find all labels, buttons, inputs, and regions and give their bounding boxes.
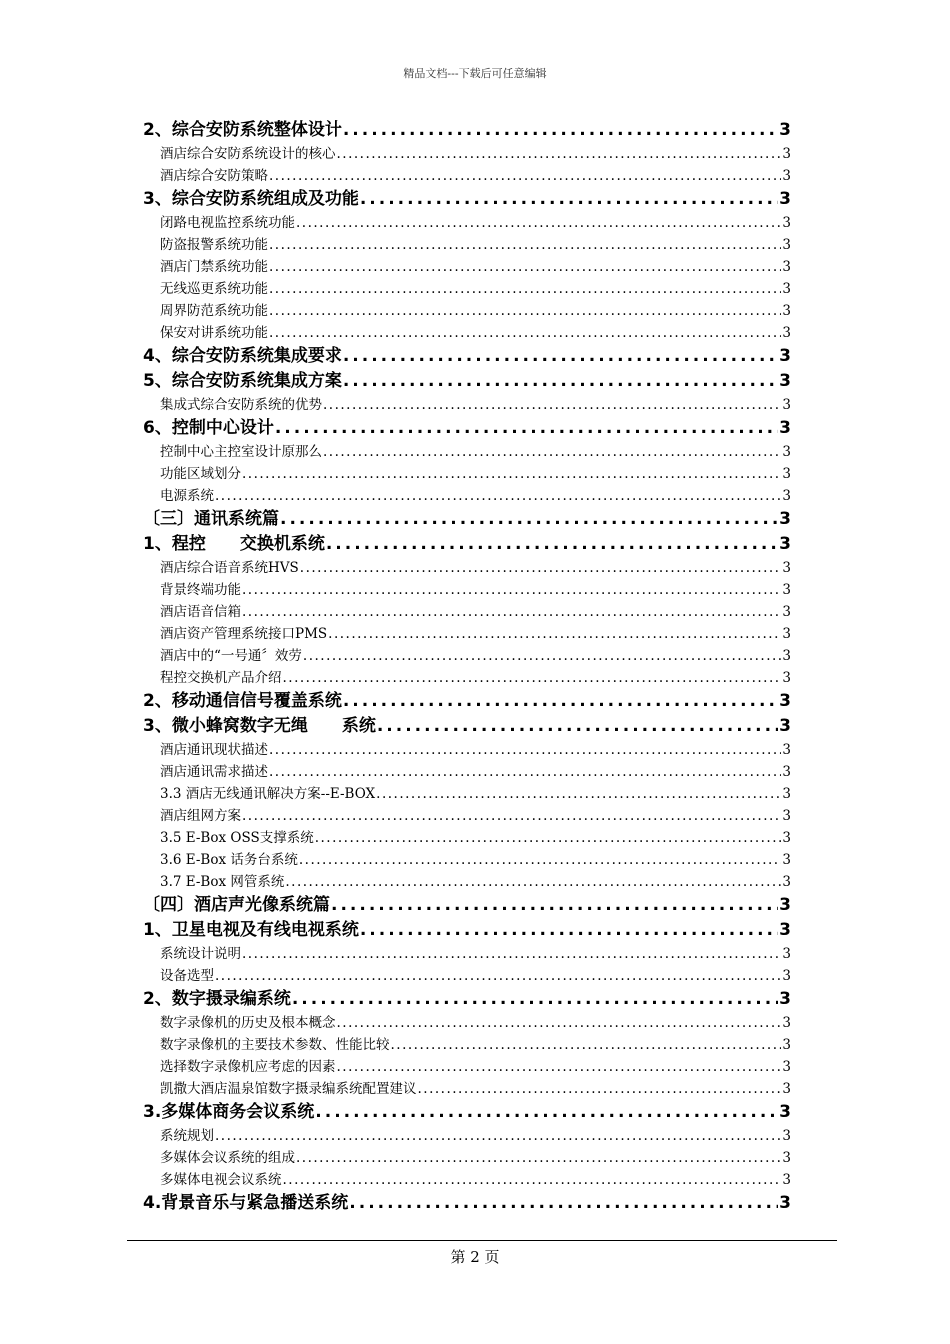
table-of-contents [143, 118, 791, 1216]
toc-entry-page-number: 3 [779, 1193, 791, 1213]
toc-heading-entry[interactable] [143, 893, 791, 918]
toc-entry-label: 3.3 酒店无线通讯解决方案--E-BOX [160, 786, 376, 802]
toc-subentry[interactable] [143, 234, 791, 256]
toc-subentry[interactable] [143, 579, 791, 601]
toc-dot-leader [296, 212, 781, 234]
toc-dot-leader [315, 1100, 778, 1125]
toc-entry-label: 2、移动通信信号覆盖系统 [143, 691, 342, 711]
toc-subentry[interactable] [143, 761, 791, 783]
toc-dot-leader [391, 1034, 782, 1056]
toc-entry-page-number: 3 [779, 716, 791, 736]
toc-entry-page-number: 3 [779, 120, 791, 140]
toc-entry-page-number: 3 [782, 874, 791, 890]
toc-entry-page-number: 3 [779, 418, 791, 438]
toc-entry-page-number: 3 [782, 604, 791, 620]
toc-entry-page-number: 3 [782, 946, 791, 962]
toc-entry-label: 1、程控 交换机系统 [143, 534, 325, 554]
toc-entry-label: 多媒体电视会议系统 [160, 1172, 282, 1188]
toc-dot-leader [242, 805, 781, 827]
toc-dot-leader [275, 416, 778, 441]
toc-heading-entry[interactable] [143, 507, 791, 532]
toc-entry-page-number: 3 [782, 1059, 791, 1075]
toc-dot-leader [242, 601, 781, 623]
toc-subentry[interactable] [143, 463, 791, 485]
toc-entry-page-number: 3 [782, 670, 791, 686]
toc-subentry[interactable] [143, 1056, 791, 1078]
toc-entry-label: 1、卫星电视及有线电视系统 [143, 920, 359, 940]
toc-dot-leader [360, 918, 778, 943]
toc-entry-label: 酒店资产管理系统接口PMS [160, 626, 328, 642]
toc-entry-page-number: 3 [782, 852, 791, 868]
toc-entry-page-number: 3 [782, 444, 791, 460]
toc-entry-page-number: 3 [782, 1150, 791, 1166]
toc-entry-label: 电源系统 [160, 488, 214, 504]
toc-subentry[interactable] [143, 1125, 791, 1147]
toc-dot-leader [300, 557, 782, 579]
toc-subentry[interactable] [143, 943, 791, 965]
toc-dot-leader [269, 761, 781, 783]
toc-heading-entry[interactable] [143, 344, 791, 369]
toc-dot-leader [343, 369, 778, 394]
toc-dot-leader [343, 118, 778, 143]
toc-entry-label: 凯撒大酒店温泉馆数字摄录编系统配置建议 [160, 1081, 417, 1097]
toc-entry-page-number: 3 [779, 509, 791, 529]
toc-dot-leader [303, 645, 782, 667]
toc-dot-leader [269, 278, 781, 300]
toc-entry-label: 酒店通讯现状描述 [160, 742, 268, 758]
toc-dot-leader [285, 871, 781, 893]
toc-subentry[interactable] [143, 1012, 791, 1034]
toc-dot-leader [343, 344, 778, 369]
toc-heading-entry[interactable] [143, 187, 791, 212]
toc-entry-page-number: 3 [782, 626, 791, 642]
toc-entry-label: 3、微小蜂窝数字无绳 系统 [143, 716, 376, 736]
toc-entry-page-number: 3 [782, 830, 791, 846]
toc-entry-label: 〔四〕酒店声光像系统篇 [143, 895, 330, 915]
toc-entry-page-number: 3 [779, 989, 791, 1009]
toc-entry-label: 多媒体会议系统的组成 [160, 1150, 295, 1166]
toc-entry-label: 4.背景音乐与紧急播送系统 [143, 1193, 349, 1213]
toc-entry-label: 保安对讲系统功能 [160, 325, 268, 341]
toc-subentry[interactable] [143, 322, 791, 344]
toc-subentry[interactable] [143, 485, 791, 507]
toc-entry-page-number: 3 [782, 786, 791, 802]
toc-dot-leader [337, 143, 782, 165]
toc-entry-label: 酒店综合安防策略 [160, 168, 268, 184]
toc-entry-page-number: 3 [782, 466, 791, 482]
toc-entry-page-number: 3 [782, 146, 791, 162]
toc-dot-leader [292, 987, 778, 1012]
toc-dot-leader [283, 1169, 782, 1191]
toc-entry-label: 防盗报警系统功能 [160, 237, 268, 253]
toc-subentry[interactable] [143, 1147, 791, 1169]
toc-entry-page-number: 3 [779, 346, 791, 366]
toc-entry-label: 2、数字摄录编系统 [143, 989, 291, 1009]
toc-entry-page-number: 3 [782, 808, 791, 824]
toc-entry-label: 数字录像机的历史及根本概念 [160, 1015, 336, 1031]
toc-entry-page-number: 3 [782, 1037, 791, 1053]
toc-entry-label: 程控交换机产品介绍 [160, 670, 282, 686]
toc-heading-entry[interactable] [143, 416, 791, 441]
toc-subentry[interactable] [143, 1169, 791, 1191]
toc-entry-page-number: 3 [779, 1102, 791, 1122]
toc-subentry[interactable] [143, 827, 791, 849]
toc-entry-label: 周界防范系统功能 [160, 303, 268, 319]
toc-subentry[interactable] [143, 300, 791, 322]
toc-heading-entry[interactable] [143, 532, 791, 557]
toc-entry-page-number: 3 [782, 215, 791, 231]
toc-entry-label: 数字录像机的主要技术参数、性能比较 [160, 1037, 390, 1053]
toc-subentry[interactable] [143, 805, 791, 827]
toc-heading-entry[interactable] [143, 987, 791, 1012]
toc-subentry[interactable] [143, 256, 791, 278]
toc-entry-label: 酒店中的“一号通〞效劳 [160, 648, 302, 664]
toc-entry-page-number: 3 [782, 560, 791, 576]
toc-heading-entry[interactable] [143, 918, 791, 943]
toc-dot-leader [215, 965, 781, 987]
toc-entry-page-number: 3 [782, 325, 791, 341]
toc-entry-label: 3.5 E-Box OSS支撑系统 [160, 830, 314, 846]
toc-entry-page-number: 3 [782, 1128, 791, 1144]
toc-subentry[interactable] [143, 278, 791, 300]
toc-dot-leader [299, 849, 782, 871]
toc-dot-leader [360, 187, 778, 212]
toc-entry-page-number: 3 [782, 742, 791, 758]
toc-entry-label: 2、综合安防系统整体设计 [143, 120, 342, 140]
toc-subentry[interactable] [143, 557, 791, 579]
toc-dot-leader [283, 667, 782, 689]
toc-entry-label: 系统设计说明 [160, 946, 241, 962]
footer-divider [127, 1240, 837, 1241]
toc-entry-page-number: 3 [782, 397, 791, 413]
toc-entry-label: 系统规划 [160, 1128, 214, 1144]
toc-dot-leader [343, 689, 778, 714]
toc-entry-label: 酒店组网方案 [160, 808, 241, 824]
toc-subentry[interactable] [143, 1078, 791, 1100]
toc-dot-leader [269, 739, 781, 761]
toc-entry-label: 集成式综合安防系统的优势 [160, 397, 322, 413]
toc-entry-label: 设备选型 [160, 968, 214, 984]
toc-entry-page-number: 3 [782, 582, 791, 598]
toc-entry-page-number: 3 [782, 1172, 791, 1188]
toc-entry-label: 〔三〕通讯系统篇 [143, 509, 279, 529]
toc-subentry[interactable] [143, 965, 791, 987]
toc-entry-label: 功能区域划分 [160, 466, 241, 482]
toc-entry-page-number: 3 [782, 303, 791, 319]
toc-subentry[interactable] [143, 871, 791, 893]
toc-heading-entry[interactable] [143, 689, 791, 714]
toc-subentry[interactable] [143, 441, 791, 463]
toc-entry-page-number: 3 [782, 168, 791, 184]
toc-entry-label: 6、控制中心设计 [143, 418, 274, 438]
toc-heading-entry[interactable] [143, 1100, 791, 1125]
toc-entry-label: 控制中心主控室设计原那么 [160, 444, 322, 460]
toc-entry-page-number: 3 [779, 920, 791, 940]
toc-dot-leader [269, 234, 781, 256]
toc-dot-leader [337, 1056, 782, 1078]
toc-entry-page-number: 3 [782, 488, 791, 504]
toc-entry-label: 酒店通讯需求描述 [160, 764, 268, 780]
toc-dot-leader [242, 579, 781, 601]
page-header: 精品文档---下载后可任意编辑 [403, 67, 547, 80]
toc-subentry[interactable] [143, 601, 791, 623]
toc-subentry[interactable] [143, 165, 791, 187]
toc-entry-page-number: 3 [782, 648, 791, 664]
toc-dot-leader [269, 322, 781, 344]
toc-entry-page-number: 3 [782, 1015, 791, 1031]
toc-subentry[interactable] [143, 667, 791, 689]
toc-subentry[interactable] [143, 143, 791, 165]
page-number: 第 2 页 [450, 1248, 500, 1266]
toc-dot-leader [296, 1147, 781, 1169]
toc-subentry[interactable] [143, 1034, 791, 1056]
toc-subentry[interactable] [143, 739, 791, 761]
toc-entry-label: 选择数字录像机应考虑的因素 [160, 1059, 336, 1075]
toc-entry-label: 酒店语音信箱 [160, 604, 241, 620]
toc-dot-leader [349, 1191, 778, 1216]
toc-dot-leader [418, 1078, 782, 1100]
toc-entry-page-number: 3 [779, 895, 791, 915]
toc-entry-label: 3.6 E-Box 话务台系统 [160, 852, 298, 868]
toc-dot-leader [323, 441, 781, 463]
toc-entry-label: 4、综合安防系统集成要求 [143, 346, 342, 366]
toc-entry-label: 3.多媒体商务会议系统 [143, 1102, 315, 1122]
toc-subentry[interactable] [143, 783, 791, 805]
toc-entry-page-number: 3 [779, 691, 791, 711]
toc-heading-entry[interactable] [143, 1191, 791, 1216]
toc-entry-page-number: 3 [779, 371, 791, 391]
toc-entry-label: 酒店综合安防系统设计的核心 [160, 146, 336, 162]
toc-subentry[interactable] [143, 645, 791, 667]
toc-entry-label: 3、综合安防系统组成及功能 [143, 189, 359, 209]
toc-heading-entry[interactable] [143, 118, 791, 143]
toc-heading-entry[interactable] [143, 369, 791, 394]
toc-subentry[interactable] [143, 849, 791, 871]
toc-dot-leader [269, 300, 781, 322]
toc-entry-page-number: 3 [782, 968, 791, 984]
toc-dot-leader [315, 827, 782, 849]
toc-entry-label: 5、综合安防系统集成方案 [143, 371, 342, 391]
toc-dot-leader [331, 893, 778, 918]
toc-dot-leader [280, 507, 778, 532]
toc-entry-label: 无线巡更系统功能 [160, 281, 268, 297]
toc-entry-label: 闭路电视监控系统功能 [160, 215, 295, 231]
toc-dot-leader [326, 532, 778, 557]
toc-subentry[interactable] [143, 623, 791, 645]
toc-entry-page-number: 3 [779, 534, 791, 554]
toc-dot-leader [323, 394, 781, 416]
toc-entry-label: 3.7 E-Box 网管系统 [160, 874, 285, 890]
toc-entry-page-number: 3 [782, 764, 791, 780]
toc-dot-leader [328, 623, 781, 645]
toc-dot-leader [376, 783, 781, 805]
toc-entry-label: 酒店门禁系统功能 [160, 259, 268, 275]
toc-entry-page-number: 3 [782, 237, 791, 253]
toc-entry-label: 背景终端功能 [160, 582, 241, 598]
toc-dot-leader [242, 943, 781, 965]
toc-dot-leader [269, 256, 781, 278]
toc-dot-leader [337, 1012, 782, 1034]
toc-entry-label: 酒店综合语音系统HVS [160, 560, 299, 576]
toc-entry-page-number: 3 [782, 1081, 791, 1097]
toc-entry-page-number: 3 [782, 259, 791, 275]
toc-heading-entry[interactable] [143, 714, 791, 739]
toc-dot-leader [269, 165, 781, 187]
toc-entry-page-number: 3 [782, 281, 791, 297]
toc-dot-leader [377, 714, 778, 739]
toc-subentry[interactable] [143, 212, 791, 234]
toc-dot-leader [215, 1125, 781, 1147]
toc-dot-leader [242, 463, 781, 485]
toc-subentry[interactable] [143, 394, 791, 416]
toc-entry-page-number: 3 [779, 189, 791, 209]
toc-dot-leader [215, 485, 781, 507]
